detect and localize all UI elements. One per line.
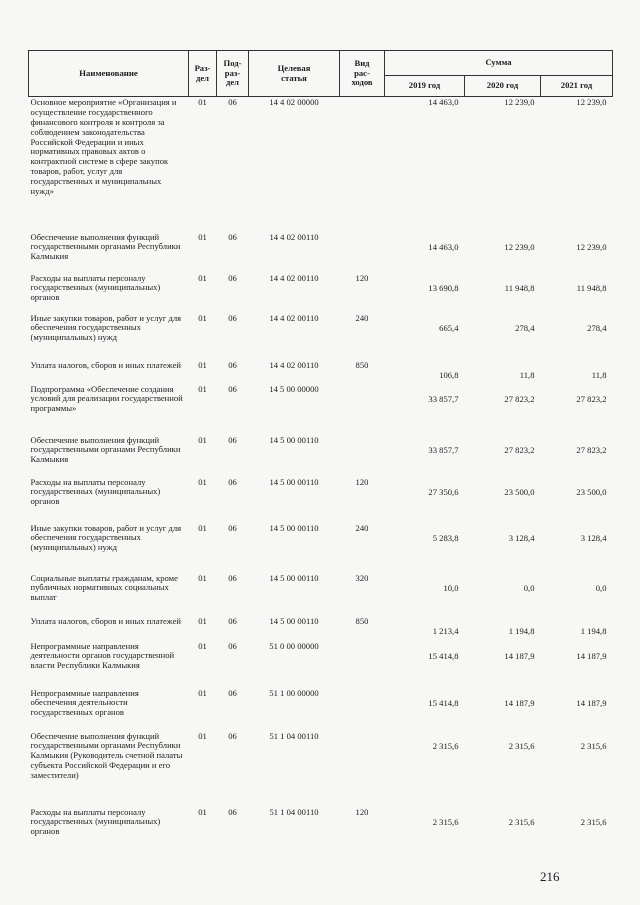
row-target-article: 14 4 02 00110	[269, 359, 319, 370]
table-row	[29, 807, 613, 849]
budget-table	[28, 50, 613, 849]
row-target-article: 14 5 00 00110	[269, 522, 319, 533]
row-sum-2021-value: 14 187,9	[576, 697, 607, 708]
table-row	[29, 641, 613, 688]
row-sum-2021-value: 23 500,0	[576, 486, 607, 497]
row-expense-type: 120	[355, 476, 369, 487]
row-sum-2019	[385, 232, 465, 273]
row-razdel: 01	[198, 476, 207, 487]
row-sum-2020	[465, 360, 541, 384]
table-row	[29, 273, 613, 313]
row-sum-2020-value: 27 823,2	[504, 393, 535, 404]
table-header	[29, 51, 613, 97]
row-name: Социальные выплаты гражданам, кроме публичных нормативных социальных выплат	[30, 572, 178, 603]
row-target-article: 14 4 02 00110	[269, 272, 319, 283]
row-sum-2021-value: 27 823,2	[576, 393, 607, 404]
row-sum-2019	[385, 477, 465, 523]
row-expense-type: 850	[355, 615, 369, 626]
table-row	[29, 232, 613, 273]
row-sum-2019	[385, 384, 465, 435]
row-podrazdel: 06	[228, 730, 237, 741]
row-expense-type: 120	[355, 272, 369, 283]
row-sum-2019-value: 665,4	[439, 322, 459, 333]
row-sum-2021-value: 12 239,0	[576, 97, 607, 107]
row-sum-2020	[465, 688, 541, 731]
row-sum-2019-value: 14 463,0	[428, 241, 459, 252]
row-sum-2019-value: 13 690,8	[428, 282, 459, 293]
row-sum-2021	[541, 232, 613, 273]
row-razdel: 01	[198, 615, 207, 626]
row-sum-2020	[465, 616, 541, 641]
row-sum-2019-value: 2 315,6	[432, 740, 459, 751]
row-podrazdel: 06	[228, 434, 237, 445]
row-razdel: 01	[198, 572, 207, 583]
row-sum-2020	[465, 273, 541, 313]
header-article: Целевая статья	[249, 51, 340, 97]
row-sum-2021	[541, 616, 613, 641]
row-sum-2019-value: 27 350,6	[428, 486, 459, 497]
header-year-2019: 2019 год	[385, 76, 465, 97]
row-sum-2019	[385, 616, 465, 641]
row-sum-2021	[541, 97, 613, 232]
row-sum-2021-value: 12 239,0	[576, 241, 607, 252]
row-name: Расходы на выплаты персоналу государственных (муниципальных) органов	[30, 476, 161, 507]
row-sum-2019	[385, 573, 465, 616]
table-body	[29, 97, 613, 849]
row-target-article: 51 0 00 00000	[269, 640, 319, 651]
table-row	[29, 360, 613, 384]
row-sum-2019-value: 10,0	[443, 582, 459, 593]
header-vid: Вид рас- ходов	[340, 51, 385, 97]
row-sum-2019	[385, 731, 465, 807]
row-sum-2020-value: 27 823,2	[504, 444, 535, 455]
row-name: Расходы на выплаты персоналу государственных (муниципальных) органов	[30, 272, 161, 303]
row-sum-2021	[541, 641, 613, 688]
row-sum-2021-value: 2 315,6	[580, 816, 607, 827]
row-sum-2021	[541, 688, 613, 731]
row-name: Иные закупки товаров, работ и услуг для обеспечения государственных (муниципальных) нужд	[30, 312, 182, 343]
row-sum-2020	[465, 523, 541, 573]
row-sum-2021	[541, 313, 613, 360]
row-target-article: 14 4 02 00110	[269, 231, 319, 242]
row-podrazdel: 06	[228, 572, 237, 583]
row-sum-2020	[465, 477, 541, 523]
row-sum-2020-value: 23 500,0	[504, 486, 535, 497]
row-sum-2019	[385, 313, 465, 360]
row-sum-2020	[465, 641, 541, 688]
row-sum-2019	[385, 360, 465, 384]
page-number: 216	[540, 869, 560, 884]
row-podrazdel: 06	[228, 522, 237, 533]
row-target-article: 14 5 00 00110	[269, 615, 319, 626]
row-target-article: 14 5 00 00110	[269, 476, 319, 487]
row-expense-type	[340, 232, 385, 273]
row-name: Обеспечение выполнения функций государственными органами Республики Калмыкия	[30, 434, 181, 465]
table-row	[29, 731, 613, 807]
row-sum-2021	[541, 273, 613, 313]
row-expense-type	[340, 688, 385, 731]
row-sum-2020-value: 14 187,9	[504, 650, 535, 661]
row-sum-2021-value: 2 315,6	[580, 740, 607, 751]
row-name: Подпрограмма «Обеспечение создания условий для реализации государственной программы»	[30, 383, 183, 414]
table-row	[29, 384, 613, 435]
row-sum-2021-value: 27 823,2	[576, 444, 607, 455]
row-expense-type	[340, 97, 385, 232]
row-sum-2019	[385, 807, 465, 849]
row-name: Уплата налогов, сборов и иных платежей	[30, 615, 182, 626]
row-sum-2020	[465, 384, 541, 435]
row-sum-2021	[541, 435, 613, 477]
row-expense-type	[340, 641, 385, 688]
table-row	[29, 688, 613, 731]
header-year-2021: 2021 год	[541, 76, 613, 97]
row-sum-2019	[385, 273, 465, 313]
row-sum-2020-value: 0,0	[523, 582, 535, 593]
row-sum-2021-value: 11,8	[591, 369, 607, 380]
row-razdel: 01	[198, 272, 207, 283]
row-sum-2020-value: 2 315,6	[508, 816, 535, 827]
row-sum-2020-value: 278,4	[515, 322, 535, 333]
row-expense-type: 240	[355, 522, 369, 533]
row-podrazdel: 06	[228, 687, 237, 698]
row-target-article: 51 1 00 00000	[269, 687, 319, 698]
row-sum-2019-value: 15 414,8	[428, 650, 459, 661]
row-podrazdel: 06	[228, 476, 237, 487]
row-sum-2021-value: 11 948,8	[576, 282, 607, 293]
row-razdel: 01	[198, 231, 207, 242]
row-sum-2019	[385, 435, 465, 477]
table-row	[29, 313, 613, 360]
row-podrazdel: 06	[228, 806, 237, 817]
row-sum-2019-value: 15 414,8	[428, 697, 459, 708]
row-sum-2020	[465, 232, 541, 273]
table-row	[29, 477, 613, 523]
row-sum-2020-value: 1 194,8	[508, 625, 535, 636]
row-sum-2020-value: 12 239,0	[504, 97, 535, 107]
row-name: Обеспечение выполнения функций государственными органами Республики Калмыкия	[30, 231, 181, 262]
row-sum-2019-value: 33 857,7	[428, 444, 459, 455]
header-name: Наименование	[29, 51, 189, 97]
row-sum-2019-value: 1 213,4	[432, 625, 459, 636]
row-target-article: 51 1 04 00110	[269, 806, 319, 817]
table-row	[29, 523, 613, 573]
row-razdel: 01	[198, 640, 207, 651]
row-sum-2021	[541, 477, 613, 523]
row-razdel: 01	[198, 312, 207, 323]
row-name: Непрограммные направления деятельности органов государственной власти Республики Калмыкия	[30, 640, 175, 671]
header-razdel: Раз- дел	[189, 51, 217, 97]
row-expense-type: 240	[355, 312, 369, 323]
row-name: Непрограммные направления обеспечения деятельности государственных органов	[30, 687, 139, 718]
header-podrazdel: Под- раз- дел	[217, 51, 249, 97]
row-sum-2021-value: 1 194,8	[580, 625, 607, 636]
row-sum-2020-value: 12 239,0	[504, 241, 535, 252]
table-row	[29, 435, 613, 477]
row-sum-2021	[541, 573, 613, 616]
row-sum-2020-value: 3 128,4	[508, 532, 535, 543]
row-expense-type: 320	[355, 572, 369, 583]
row-sum-2019	[385, 97, 465, 232]
table-row	[29, 573, 613, 616]
row-name: Обеспечение выполнения функций государственными органами Республики Калмыкия (Руководитель счетной палаты субъекта Российской Федерации и его заместители)	[30, 730, 183, 780]
row-expense-type	[340, 384, 385, 435]
row-sum-2019-value: 2 315,6	[432, 816, 459, 827]
row-sum-2020	[465, 435, 541, 477]
row-target-article: 14 4 02 00000	[269, 97, 319, 107]
row-sum-2020	[465, 573, 541, 616]
row-sum-2020-value: 2 315,6	[508, 740, 535, 751]
table-row	[29, 97, 613, 232]
row-sum-2021	[541, 360, 613, 384]
row-razdel: 01	[198, 359, 207, 370]
row-sum-2019	[385, 688, 465, 731]
row-podrazdel: 06	[228, 615, 237, 626]
row-sum-2021-value: 0,0	[595, 582, 607, 593]
row-sum-2020-value: 11,8	[519, 369, 535, 380]
row-sum-2019	[385, 523, 465, 573]
row-target-article: 14 5 00 00110	[269, 572, 319, 583]
row-sum-2021-value: 3 128,4	[580, 532, 607, 543]
row-sum-2021-value: 14 187,9	[576, 650, 607, 661]
row-razdel: 01	[198, 730, 207, 741]
row-sum-2020-value: 11 948,8	[504, 282, 535, 293]
row-podrazdel: 06	[228, 359, 237, 370]
row-target-article: 51 1 04 00110	[269, 730, 319, 741]
row-podrazdel: 06	[228, 640, 237, 651]
row-razdel: 01	[198, 687, 207, 698]
row-sum-2021	[541, 807, 613, 849]
row-podrazdel: 06	[228, 97, 237, 107]
row-sum-2020	[465, 731, 541, 807]
row-podrazdel: 06	[228, 312, 237, 323]
row-target-article: 14 4 02 00110	[269, 312, 319, 323]
row-sum-2021-value: 278,4	[587, 322, 607, 333]
row-sum-2019-value: 33 857,7	[428, 393, 459, 404]
row-sum-2019	[385, 641, 465, 688]
row-razdel: 01	[198, 97, 207, 107]
header-year-2020: 2020 год	[465, 76, 541, 97]
row-sum-2020	[465, 313, 541, 360]
row-razdel: 01	[198, 806, 207, 817]
row-name: Уплата налогов, сборов и иных платежей	[30, 359, 182, 370]
row-sum-2021	[541, 731, 613, 807]
row-name: Основное мероприятие «Организация и осуществление государственного финансового контроля и контроля за соблюдением законодательства Российской Федерации и иных нормативных правовых актов о контрактной системе в сфере закупок товаров, работ, услуг для государственных и муниципальных нужд»	[30, 97, 177, 196]
row-podrazdel: 06	[228, 272, 237, 283]
row-expense-type: 120	[355, 806, 369, 817]
row-name: Иные закупки товаров, работ и услуг для обеспечения государственных (муниципальных) нужд	[30, 522, 182, 553]
row-razdel: 01	[198, 383, 207, 394]
row-sum-2021	[541, 384, 613, 435]
row-sum-2019-value: 14 463,0	[428, 97, 459, 107]
row-target-article: 14 5 00 00000	[269, 383, 319, 394]
row-sum-2019-value: 5 283,8	[432, 532, 459, 543]
row-name: Расходы на выплаты персоналу государственных (муниципальных) органов	[30, 806, 161, 837]
row-sum-2020-value: 14 187,9	[504, 697, 535, 708]
row-target-article: 14 5 00 00110	[269, 434, 319, 445]
row-sum-2020	[465, 97, 541, 232]
row-expense-type	[340, 435, 385, 477]
header-summa: Сумма	[385, 51, 613, 76]
row-sum-2021	[541, 523, 613, 573]
row-expense-type	[340, 731, 385, 807]
row-razdel: 01	[198, 522, 207, 533]
row-podrazdel: 06	[228, 383, 237, 394]
table-row	[29, 616, 613, 641]
row-sum-2019-value: 106,8	[439, 369, 459, 380]
row-sum-2020	[465, 807, 541, 849]
row-razdel: 01	[198, 434, 207, 445]
row-expense-type: 850	[355, 359, 369, 370]
row-podrazdel: 06	[228, 231, 237, 242]
